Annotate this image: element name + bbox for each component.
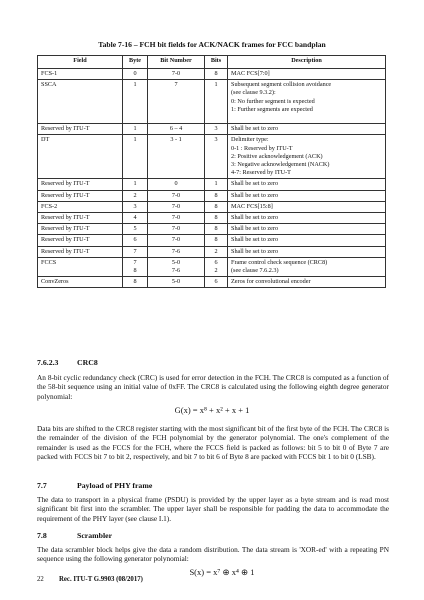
cell-byte xyxy=(123,246,148,257)
cell-bit-number-line: 7-0 xyxy=(171,191,181,199)
cell-description xyxy=(228,201,386,212)
table-row xyxy=(38,190,386,201)
table-row xyxy=(38,124,386,135)
cell-byte-line: 3 xyxy=(133,202,137,210)
cell-bit-number-line: 3 - 1 xyxy=(170,136,182,144)
cell-bits xyxy=(205,135,228,179)
description-line: Shall be set to zero xyxy=(231,225,279,233)
cell-bit-number xyxy=(148,257,205,276)
cell-bits-line: 3 xyxy=(214,136,218,144)
cell-bits xyxy=(205,224,228,235)
description-line: MAC FCS[15:8] xyxy=(231,202,273,210)
table-header-row xyxy=(38,56,386,69)
cell-field: Reserved by ITU-T xyxy=(38,179,123,190)
cell-bit-number-line: 7-6 xyxy=(171,267,181,275)
cell-bit-number-line: 7-0 xyxy=(171,225,181,233)
table-row xyxy=(38,224,386,235)
cell-field: Reserved by ITU-T xyxy=(38,190,123,201)
description-line: 3: Negative acknowledgement (NACK) xyxy=(231,161,330,169)
section-title: CRC8 xyxy=(77,358,98,367)
table-row xyxy=(38,277,386,288)
description-line: Frame control check sequence (CRC8) xyxy=(231,258,328,266)
description-line: Shall be set to zero xyxy=(231,214,279,222)
cell-bit-number-line: 7-0 xyxy=(171,214,181,222)
cell-bit-number xyxy=(148,201,205,212)
cell-bit-number xyxy=(148,179,205,190)
cell-bits xyxy=(205,69,228,80)
cell-byte xyxy=(123,69,148,80)
cell-bit-number xyxy=(148,224,205,235)
cell-bit-number-line: 7 xyxy=(174,81,178,89)
cell-description xyxy=(228,190,386,201)
cell-bits-line: 8 xyxy=(214,225,218,233)
cell-bit-number xyxy=(148,277,205,288)
header-field: Field xyxy=(38,56,123,69)
cell-field: ConvZeros xyxy=(38,277,123,288)
cell-bits-line: 6 xyxy=(214,278,218,286)
cell-bits xyxy=(205,257,228,276)
cell-byte-line: 8 xyxy=(133,278,137,286)
cell-description xyxy=(228,124,386,135)
cell-field: Reserved by ITU-T xyxy=(38,246,123,257)
cell-byte-line: 1 xyxy=(133,136,137,144)
description-line: Subsequent segment collision avoidance xyxy=(231,81,332,89)
cell-field: Reserved by ITU-T xyxy=(38,124,123,135)
cell-bit-number-line: 5-0 xyxy=(171,258,181,266)
cell-field: Reserved by ITU-T xyxy=(38,213,123,224)
cell-bits-line: 8 xyxy=(214,214,218,222)
section-heading-crc8 xyxy=(37,358,98,367)
cell-bits-line: 1 xyxy=(214,81,218,89)
cell-field: FCS-2 xyxy=(38,201,123,212)
header-description: Description xyxy=(228,56,386,69)
cell-byte xyxy=(123,224,148,235)
cell-bit-number-line: 0 xyxy=(174,180,178,188)
cell-bit-number xyxy=(148,246,205,257)
fch-bit-fields-table xyxy=(37,55,386,288)
cell-bit-number xyxy=(148,235,205,246)
cell-bits xyxy=(205,277,228,288)
description-line: (see clause 7.6.2.3) xyxy=(231,267,279,275)
description-line xyxy=(231,114,382,122)
cell-description xyxy=(228,179,386,190)
cell-bit-number-line: 6 – 4 xyxy=(169,125,183,133)
cell-bit-number xyxy=(148,213,205,224)
cell-field: FCCS xyxy=(38,257,123,276)
cell-byte xyxy=(123,277,148,288)
cell-byte-line: 1 xyxy=(133,81,137,89)
cell-bits-line: 3 xyxy=(214,125,218,133)
description-line: 0: No further segment is expected xyxy=(231,97,315,105)
section-title: Scrambler xyxy=(77,531,113,540)
cell-bit-number xyxy=(148,135,205,179)
cell-field: SSCA xyxy=(38,80,123,124)
section-number: 7.8 xyxy=(37,531,47,540)
table-row xyxy=(38,179,386,190)
crc8-generator-polynomial: G(x) = x⁸ + x² + x + 1 xyxy=(174,405,250,415)
header-bits: Bits xyxy=(205,56,228,69)
cell-bits-line: 8 xyxy=(214,191,218,199)
section-heading-scrambler xyxy=(37,531,112,540)
cell-bits xyxy=(205,246,228,257)
cell-bits-line: 8 xyxy=(214,236,218,244)
cell-byte xyxy=(123,135,148,179)
cell-field: DT xyxy=(38,135,123,179)
cell-bits xyxy=(205,190,228,201)
cell-field: Reserved by ITU-T xyxy=(38,224,123,235)
cell-byte-line: 7 xyxy=(133,258,137,266)
cell-bits-line: 8 xyxy=(214,70,218,77)
cell-description xyxy=(228,246,386,257)
cell-bits xyxy=(205,179,228,190)
cell-bits-line: 2 xyxy=(214,267,218,275)
cell-byte-line: 7 xyxy=(133,247,137,255)
table-row xyxy=(38,213,386,224)
cell-bit-number-line: 7-6 xyxy=(171,247,181,255)
table-caption: Table 7-16 – FCH bit fields for ACK/NACK frames for FCC bandplan xyxy=(98,40,326,49)
table-row xyxy=(38,246,386,257)
cell-bits xyxy=(205,80,228,124)
cell-byte xyxy=(123,124,148,135)
paragraph-scrambler: The data scrambler block helps give the data a random distribution. The data stream is 'XOR-ed' with a repeating PN sequence using the following generator polynomial: xyxy=(37,545,389,564)
cell-bits-line: 2 xyxy=(214,247,218,255)
cell-byte-line: 1 xyxy=(133,180,137,188)
section-heading-phy-payload xyxy=(37,481,152,490)
cell-bits xyxy=(205,213,228,224)
cell-bit-number xyxy=(148,80,205,124)
description-line: Zeros for convolutional encoder xyxy=(231,278,311,286)
description-line: (see clause 9.3.2): xyxy=(231,89,276,97)
cell-byte xyxy=(123,190,148,201)
cell-bit-number-line: 7-0 xyxy=(171,70,181,77)
section-number: 7.6.2.3 xyxy=(37,358,59,367)
cell-bit-number xyxy=(148,190,205,201)
cell-description xyxy=(228,257,386,276)
table-row xyxy=(38,235,386,246)
paragraph-crc8-details: Data bits are shifted to the CRC8 register starting with the most significant bit of the first byte of the FCH. The CRC8 is the remainder of the division of the FCH polynomial by the generator polynomial. The one's complement of the remainder is used as the FCCS for the FCH, where the FCCS field is packed as follows: bit 5 to bit 0 of Byte 7 are packed with FCCS bit 7 to bit 2, respectively, and bit 7 to bit 6 of Byte 8 are packed with FCCS bit 1 to bit 0 (LSB). xyxy=(37,424,389,461)
table-row xyxy=(38,257,386,276)
cell-field: Reserved by ITU-T xyxy=(38,235,123,246)
cell-bits-line: 1 xyxy=(214,180,218,188)
cell-byte-line: 5 xyxy=(133,225,137,233)
description-line: Shall be set to zero xyxy=(231,247,279,255)
cell-byte xyxy=(123,235,148,246)
cell-description xyxy=(228,69,386,80)
cell-description xyxy=(228,235,386,246)
cell-description xyxy=(228,277,386,288)
cell-byte xyxy=(123,80,148,124)
description-line: Shall be set to zero xyxy=(231,191,279,199)
scrambler-generator-polynomial: S(x) = x⁷ ⊕ x⁴ ⊕ 1 xyxy=(189,567,255,577)
cell-byte-line: 2 xyxy=(133,191,137,199)
cell-bits-line: 6 xyxy=(214,258,218,266)
table-row xyxy=(38,201,386,212)
cell-byte-line: 1 xyxy=(133,125,137,133)
section-number: 7.7 xyxy=(37,481,47,490)
table-row xyxy=(38,69,386,80)
cell-byte xyxy=(123,179,148,190)
paragraph-phy-payload: The data to transport in a physical frame (PSDU) is provided by the upper layer as a byte stream and is read most significant bit first into the scrambler. The upper layer shall be responsible for padding the data to accommodate the requirement of the PHY layer (see clause I.1). xyxy=(37,495,389,523)
cell-bit-number-line: 7-0 xyxy=(171,202,181,210)
section-title: Payload of PHY frame xyxy=(77,481,153,490)
description-line: Shall be set to zero xyxy=(231,180,279,188)
description-line: 4-7: Reserved by ITU-T xyxy=(231,169,291,177)
description-line: 0-1 : Reserved by ITU-T xyxy=(231,144,293,152)
cell-byte xyxy=(123,213,148,224)
page-footer xyxy=(37,576,143,583)
header-bit-number: Bit Number xyxy=(148,56,205,69)
document-reference: Rec. ITU-T G.9903 (08/2017) xyxy=(59,576,143,583)
cell-bit-number xyxy=(148,69,205,80)
page-number: 22 xyxy=(37,576,44,583)
cell-bits-line: 8 xyxy=(214,202,218,210)
cell-field: FCS-1 xyxy=(38,69,123,80)
cell-bits xyxy=(205,201,228,212)
cell-bits xyxy=(205,124,228,135)
cell-bits xyxy=(205,235,228,246)
paragraph-crc8-intro: An 8-bit cyclic redundancy check (CRC) is used for error detection in the FCH. The CRC8 is computed as a function of the 58-bit sequence using an initial value of 0xFF. The CRC8 is calculated using the following eighth degree generator polynomial: xyxy=(37,373,389,401)
header-byte: Byte xyxy=(123,56,148,69)
cell-description xyxy=(228,80,386,124)
cell-byte xyxy=(123,201,148,212)
description-line: Delimiter type: xyxy=(231,136,269,144)
cell-bit-number-line: 7-0 xyxy=(171,236,181,244)
cell-byte-line: 0 xyxy=(133,70,137,77)
description-line: MAC FCS[7:0] xyxy=(231,70,270,77)
description-line: 1: Further segments are expected xyxy=(231,105,313,113)
cell-description xyxy=(228,224,386,235)
cell-byte xyxy=(123,257,148,276)
cell-description xyxy=(228,135,386,179)
description-line: 2: Positive acknowledgement (ACK) xyxy=(231,152,323,160)
cell-description xyxy=(228,213,386,224)
cell-bit-number-line: 5-0 xyxy=(171,278,181,286)
cell-byte-line: 4 xyxy=(133,214,137,222)
table-row xyxy=(38,80,386,124)
cell-byte-line: 6 xyxy=(133,236,137,244)
cell-byte-line: 8 xyxy=(133,267,137,275)
description-line: Shall be set to zero xyxy=(231,236,279,244)
cell-bit-number xyxy=(148,124,205,135)
description-line: Shall be set to zero xyxy=(231,125,279,133)
table-row xyxy=(38,135,386,179)
